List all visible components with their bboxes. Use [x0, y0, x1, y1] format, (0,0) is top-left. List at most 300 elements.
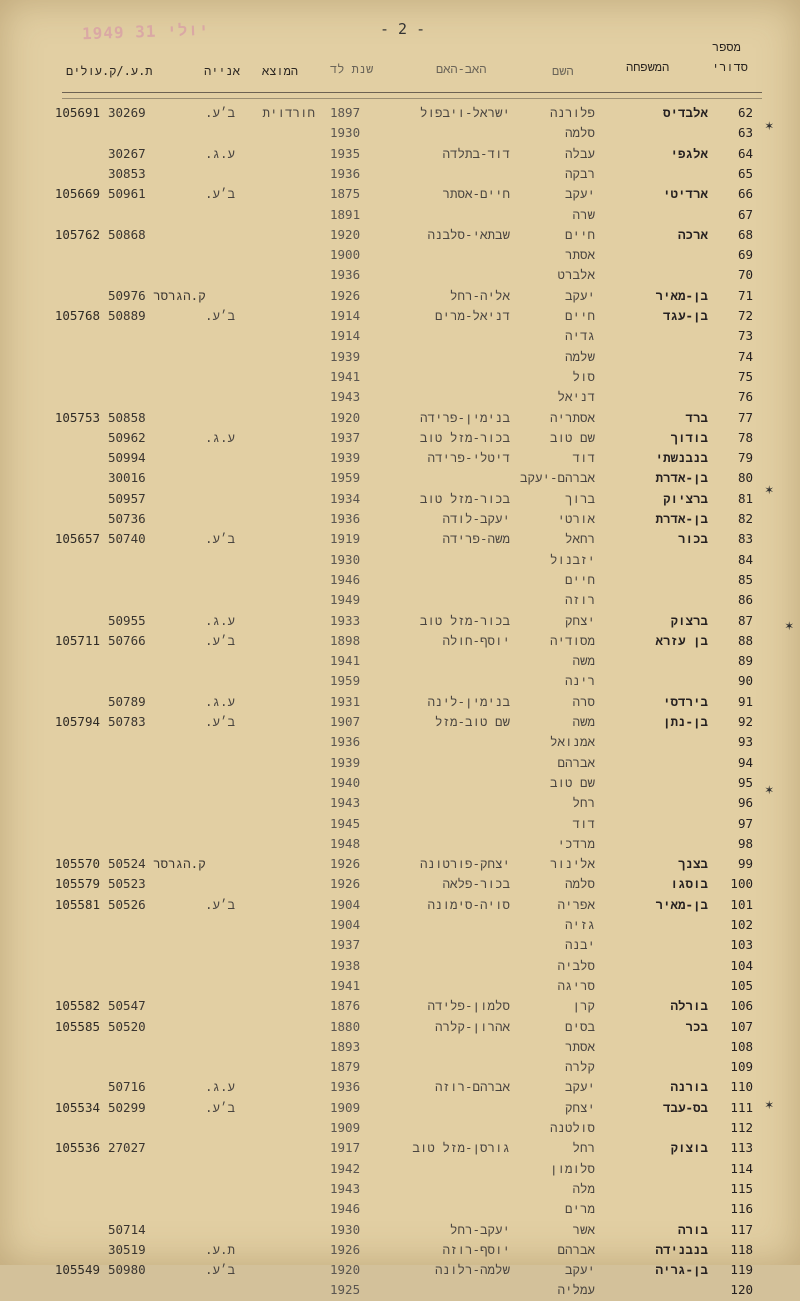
serial-number: 84 — [737, 551, 753, 567]
family-name: בודוך — [670, 429, 708, 445]
parents-names: יצחק-פורטונה — [419, 856, 510, 872]
certificate-number: 50299 — [108, 1099, 146, 1115]
certificate-number: 50716 — [108, 1079, 146, 1095]
birth-year: 1931 — [330, 693, 361, 709]
parents-names: דיטלי-פרידה — [427, 450, 510, 466]
birth-year: 1898 — [330, 632, 361, 648]
family-name: בכור — [677, 531, 708, 547]
first-name: גדיה — [564, 328, 595, 344]
first-name: יזבנול — [549, 551, 595, 567]
table-row — [0, 978, 800, 997]
birth-year: 1930 — [330, 551, 361, 567]
table-row — [0, 552, 800, 571]
family-name: אלגפי — [670, 145, 708, 161]
table-row — [0, 186, 800, 205]
first-name: יעקב — [564, 1079, 595, 1095]
family-name: ארכה — [677, 226, 708, 242]
table-row — [0, 470, 800, 489]
first-name: מסודיה — [549, 632, 595, 648]
first-name: גזיה — [564, 917, 595, 932]
family-name: בן עזרא — [655, 632, 708, 648]
serial-number: 109 — [730, 1059, 753, 1075]
first-name: קרן — [572, 998, 595, 1014]
serial-number: 77 — [737, 409, 753, 425]
birth-year: 1936 — [330, 1079, 361, 1095]
family-name: ברצוק — [670, 612, 708, 628]
serial-number: 76 — [737, 389, 753, 405]
birth-year: 1939 — [330, 754, 361, 770]
serial-number: 112 — [730, 1120, 753, 1135]
parents-names: דוד-בתלדה — [442, 145, 510, 161]
certificate-number: 30519 — [108, 1241, 146, 1257]
table-row — [0, 1282, 800, 1301]
first-name: סרה — [572, 693, 595, 709]
birth-year: 1920 — [330, 226, 361, 242]
certificate-number: 50955 — [108, 612, 146, 628]
table-row — [0, 1100, 800, 1119]
first-name: בסים — [564, 1018, 595, 1034]
parents-names: משה-פרידה — [442, 531, 510, 547]
birth-year: 1959 — [330, 470, 361, 486]
first-name: אברהם — [557, 1241, 595, 1257]
parents-names: יוסף-רוזה — [442, 1241, 510, 1257]
birth-year: 1914 — [330, 328, 361, 344]
page-number: - 2 - — [380, 20, 426, 38]
punch-mark: ✶ — [765, 1097, 774, 1113]
ship: ע.ג. — [204, 693, 235, 709]
birth-year: 1949 — [330, 592, 361, 608]
birth-year: 1930 — [330, 1221, 361, 1237]
ship: ב׳ע. — [204, 531, 235, 547]
certificate-number: 50714 — [108, 1221, 146, 1237]
family-name: ברציוק — [662, 490, 708, 506]
serial-number: 117 — [730, 1221, 753, 1237]
ship: ע.ג. — [204, 429, 235, 445]
first-name: ברוך — [564, 490, 595, 506]
family-name: בירדסי — [662, 693, 708, 709]
birth-year: 1946 — [330, 571, 361, 587]
table-row — [0, 998, 800, 1017]
family-name: בוצוק — [670, 1140, 708, 1156]
birth-year: 1930 — [330, 125, 361, 141]
serial-number: 75 — [737, 368, 753, 384]
header-rule — [62, 92, 762, 93]
table-row — [0, 1161, 800, 1180]
table-row — [0, 531, 800, 550]
birth-year: 1936 — [330, 165, 361, 181]
birth-year: 1946 — [330, 1201, 361, 1217]
serial-number: 86 — [737, 592, 753, 608]
table-row — [0, 125, 800, 144]
table-row — [0, 592, 800, 611]
header-cert: ת.ע./ק.עולים — [66, 64, 153, 78]
certificate-number: 50783 — [108, 714, 146, 729]
serial-number: 101 — [730, 896, 753, 912]
ship: ע.ג. — [204, 145, 235, 161]
parents-names: גורסן-מזל טוב — [412, 1140, 510, 1156]
table-row — [0, 613, 800, 632]
first-name: אסתר — [564, 1038, 595, 1054]
punch-mark: ✶ — [765, 118, 774, 134]
certificate-number: 50962 — [108, 429, 146, 445]
table-row — [0, 227, 800, 246]
birth-year: 1942 — [330, 1160, 361, 1176]
first-name: אורטי — [557, 511, 595, 526]
first-name: אסתריה — [549, 409, 595, 425]
first-name: חיים — [564, 571, 595, 587]
first-name: דניאל — [557, 389, 595, 405]
serial-number: 97 — [737, 815, 753, 831]
first-name: יעקב — [564, 287, 595, 303]
serial-number: 80 — [737, 470, 753, 486]
first-name: שלמה — [564, 348, 595, 364]
table-row — [0, 1019, 800, 1038]
first-name: אברהם — [557, 754, 595, 770]
birth-year: 1897 — [330, 105, 361, 120]
table-row — [0, 958, 800, 977]
serial-number: 74 — [737, 348, 753, 364]
first-name: סלביה — [557, 957, 595, 973]
serial-number: 93 — [737, 734, 753, 750]
family-name: ברד — [685, 409, 708, 425]
certificate-number: 50961 — [108, 186, 146, 202]
family-name: בן-מאיר — [655, 896, 708, 912]
registration-number: 105768 — [54, 308, 100, 323]
birth-year: 1891 — [330, 206, 361, 222]
parents-names: בנימין-פרידה — [419, 409, 510, 425]
birth-year: 1917 — [330, 1140, 361, 1156]
certificate-number: 50520 — [108, 1018, 146, 1034]
parents-names: שלמה-רלונה — [434, 1262, 510, 1278]
table-row — [0, 308, 800, 327]
birth-year: 1936 — [330, 267, 361, 283]
registration-number: 105581 — [54, 896, 100, 912]
birth-year: 1943 — [330, 795, 361, 811]
parents-names: בכור-מזל טוב — [419, 490, 510, 506]
table-row — [0, 328, 800, 347]
birth-year: 1926 — [330, 876, 361, 892]
first-name: מרים — [564, 1201, 595, 1217]
table-row — [0, 410, 800, 429]
parents-names: דניאל-מרים — [434, 308, 510, 323]
ship: ב׳ע. — [204, 1099, 235, 1115]
family-name: בנבנידה — [655, 1241, 708, 1257]
serial-number: 116 — [730, 1201, 753, 1217]
parents-names: יעקב-לודה — [442, 511, 510, 526]
certificate-number: 50868 — [108, 226, 146, 242]
parents-names: סויה-סימונה — [427, 896, 510, 912]
certificate-number: 50789 — [108, 693, 146, 709]
birth-year: 1935 — [330, 145, 361, 161]
ship: ב׳ע. — [204, 105, 235, 120]
first-name: חיים — [564, 226, 595, 242]
birth-year: 1938 — [330, 957, 361, 973]
birth-year: 1948 — [330, 835, 361, 851]
table-row — [0, 1059, 800, 1078]
parents-names: אברהם-רוזה — [434, 1079, 510, 1095]
serial-number: 67 — [737, 206, 753, 222]
registration-number: 105536 — [54, 1140, 100, 1156]
certificate-number: ק.הגרסר 50976 — [108, 287, 206, 303]
birth-year: 1945 — [330, 815, 361, 831]
serial-number: 115 — [730, 1180, 753, 1196]
first-name: אלינור — [549, 856, 595, 872]
parents-names: בכור-מזל טוב — [419, 429, 510, 445]
first-name: דוד — [572, 450, 595, 466]
registration-number: 105669 — [54, 186, 100, 202]
registration-number: 105570 — [54, 856, 100, 872]
birth-year: 1926 — [330, 287, 361, 303]
first-name: סולטנה — [549, 1120, 595, 1135]
date-stamp: 1949 יולי 31 — [81, 19, 210, 44]
first-name: סלמה — [564, 125, 595, 141]
table-row — [0, 816, 800, 835]
table-row — [0, 876, 800, 895]
parents-names: שבתאי-סלבנה — [427, 226, 510, 242]
family-name: אלבדיס — [662, 105, 708, 120]
birth-year: 1879 — [330, 1059, 361, 1075]
header-ship: אנייה — [204, 64, 241, 78]
birth-year: 1936 — [330, 734, 361, 750]
serial-number: 94 — [737, 754, 753, 770]
family-name: בצנך — [677, 856, 708, 872]
certificate-number: ק.הגרסר 50524 — [108, 856, 206, 872]
first-name: רחל — [572, 1140, 595, 1156]
first-name: יעקב — [564, 186, 595, 202]
first-name: רבקה — [564, 165, 595, 181]
registration-number: 105657 — [54, 531, 100, 547]
serial-number: 99 — [737, 856, 753, 872]
birth-year: 1920 — [330, 409, 361, 425]
serial-number: 85 — [737, 571, 753, 587]
header-serial: סדורי — [712, 60, 749, 74]
parents-names: אליה-רחל — [449, 287, 510, 303]
parents-names: אהרון-קלרה — [434, 1018, 510, 1034]
family-name: בן-נתן — [662, 714, 708, 729]
serial-number: 119 — [730, 1262, 753, 1278]
birth-year: 1941 — [330, 977, 361, 993]
header-origin: המוצא — [262, 64, 299, 78]
table-row — [0, 267, 800, 286]
table-row — [0, 795, 800, 814]
table-row — [0, 897, 800, 916]
family-name: בן-אדרת — [655, 511, 708, 526]
first-name: שם טוב — [549, 774, 595, 790]
first-name: יבנה — [564, 937, 595, 953]
family-name: בס-עבד — [662, 1099, 708, 1115]
serial-number: 105 — [730, 977, 753, 993]
parents-names: ישראל-ויבפול — [419, 105, 510, 120]
family-name: בורנה — [670, 1079, 708, 1095]
first-name: מלה — [572, 1180, 595, 1196]
ship: ב׳ע. — [204, 308, 235, 323]
header-serial-top: מספר — [712, 40, 741, 54]
serial-number: 102 — [730, 917, 753, 932]
serial-number: 111 — [730, 1099, 753, 1115]
birth-year: 1934 — [330, 490, 361, 506]
ship: ב׳ע. — [204, 186, 235, 202]
table-row — [0, 105, 800, 124]
first-name: סלמה — [564, 876, 595, 892]
certificate-number: 30016 — [108, 470, 146, 486]
table-row — [0, 917, 800, 936]
table-row — [0, 755, 800, 774]
certificate-number: 50766 — [108, 632, 146, 648]
certificate-number: 50889 — [108, 308, 146, 323]
first-name: שם טוב — [549, 429, 595, 445]
parents-names: חיים-אסתר — [442, 186, 510, 202]
ship: ע.ג. — [204, 1079, 235, 1095]
birth-year: 1937 — [330, 937, 361, 953]
birth-year: 1909 — [330, 1099, 361, 1115]
serial-number: 106 — [730, 998, 753, 1014]
first-name: אסתר — [564, 247, 595, 263]
first-name: מרדכי — [557, 835, 595, 851]
birth-year: 1933 — [330, 612, 361, 628]
first-name: יצחק — [564, 612, 595, 628]
first-name: רחאל — [564, 531, 595, 547]
family-name: בורה — [677, 1221, 708, 1237]
serial-number: 73 — [737, 328, 753, 344]
header-parents: האב-האם — [436, 62, 487, 76]
first-name: אברהם-יעקב — [519, 470, 595, 486]
ship: ב׳ע. — [204, 632, 235, 648]
birth-year: 1909 — [330, 1120, 361, 1135]
parents-names: יעקב-רחל — [449, 1221, 510, 1237]
family-name: ארדיטי — [662, 186, 708, 202]
certificate-number: 50957 — [108, 490, 146, 506]
first-name: אמנואל — [549, 734, 595, 750]
birth-year: 1959 — [330, 673, 361, 689]
table-row — [0, 1201, 800, 1220]
table-row — [0, 1242, 800, 1261]
table-row — [0, 1140, 800, 1159]
birth-year: 1939 — [330, 450, 361, 466]
first-name: עבלה — [564, 145, 595, 161]
birth-year: 1907 — [330, 714, 361, 729]
table-row — [0, 653, 800, 672]
ship: ע.ג. — [204, 612, 235, 628]
parents-names: בכור-מזל טוב — [419, 612, 510, 628]
table-row — [0, 389, 800, 408]
origin: חורדוית — [262, 105, 315, 120]
punch-mark: ✶ — [765, 782, 774, 798]
serial-number: 103 — [730, 937, 753, 953]
first-name: קלרה — [564, 1059, 595, 1075]
family-name: בוסגו — [670, 876, 708, 892]
serial-number: 63 — [737, 125, 753, 141]
parents-names: סלמון-פלידה — [427, 998, 510, 1014]
first-name: סריגה — [557, 977, 595, 993]
serial-number: 114 — [730, 1160, 753, 1176]
serial-number: 82 — [737, 511, 753, 526]
birth-year: 1900 — [330, 247, 361, 263]
header-first-name: השם — [552, 64, 574, 78]
parents-names: יוסף-חולה — [442, 632, 510, 648]
serial-number: 91 — [737, 693, 753, 709]
table-row — [0, 430, 800, 449]
family-name: בן-עגד — [662, 308, 708, 323]
serial-number: 72 — [737, 308, 753, 323]
serial-number: 68 — [737, 226, 753, 242]
header-rule-2 — [62, 98, 762, 99]
birth-year: 1940 — [330, 774, 361, 790]
table-row — [0, 1120, 800, 1139]
serial-number: 90 — [737, 673, 753, 689]
first-name: עמליה — [557, 1282, 595, 1298]
birth-year: 1941 — [330, 368, 361, 384]
certificate-number: 50858 — [108, 409, 146, 425]
birth-year: 1914 — [330, 308, 361, 323]
certificate-number: 50523 — [108, 876, 146, 892]
table-row — [0, 1181, 800, 1200]
table-row — [0, 856, 800, 875]
registration-number: 105579 — [54, 876, 100, 892]
serial-number: 70 — [737, 267, 753, 283]
family-name: בן-גריה — [655, 1262, 708, 1278]
table-row — [0, 491, 800, 510]
birth-year: 1936 — [330, 511, 361, 526]
parents-names: בכור-פלאה — [442, 876, 510, 892]
certificate-number: 50980 — [108, 1262, 146, 1278]
birth-year: 1939 — [330, 348, 361, 364]
table-row — [0, 1079, 800, 1098]
serial-number: 110 — [730, 1079, 753, 1095]
birth-year: 1893 — [330, 1038, 361, 1054]
serial-number: 95 — [737, 774, 753, 790]
table-row — [0, 166, 800, 185]
registration-number: 105585 — [54, 1018, 100, 1034]
table-row — [0, 369, 800, 388]
ship: ב׳ע. — [204, 714, 235, 729]
first-name: שרה — [572, 206, 595, 222]
serial-number: 64 — [737, 145, 753, 161]
table-row — [0, 734, 800, 753]
certificate-number: 30267 — [108, 145, 146, 161]
certificate-number: 30269 — [108, 105, 146, 120]
serial-number: 79 — [737, 450, 753, 466]
table-row — [0, 349, 800, 368]
serial-number: 71 — [737, 287, 753, 303]
first-name: רינה — [564, 673, 595, 689]
first-name: יצחק — [564, 1099, 595, 1115]
serial-number: 96 — [737, 795, 753, 811]
first-name: סלומון — [549, 1160, 595, 1176]
ship: ב׳ע. — [204, 1262, 235, 1278]
registration-number: 105582 — [54, 998, 100, 1014]
table-row — [0, 1039, 800, 1058]
ship: ב׳ע. — [204, 896, 235, 912]
birth-year: 1926 — [330, 1241, 361, 1257]
birth-year: 1926 — [330, 856, 361, 872]
certificate-number: 27027 — [108, 1140, 146, 1156]
table-row — [0, 694, 800, 713]
birth-year: 1904 — [330, 917, 361, 932]
registration-number: 105549 — [54, 1262, 100, 1278]
first-name: חיים — [564, 308, 595, 323]
table-row — [0, 775, 800, 794]
first-name: סול — [572, 368, 595, 384]
registration-number: 105691 — [54, 105, 100, 120]
birth-year: 1943 — [330, 389, 361, 405]
certificate-number: 50736 — [108, 511, 146, 526]
first-name: אשר — [572, 1221, 595, 1237]
serial-number: 92 — [737, 714, 753, 729]
serial-number: 104 — [730, 957, 753, 973]
certificate-number: 50547 — [108, 998, 146, 1014]
table-row — [0, 450, 800, 469]
birth-year: 1880 — [330, 1018, 361, 1034]
